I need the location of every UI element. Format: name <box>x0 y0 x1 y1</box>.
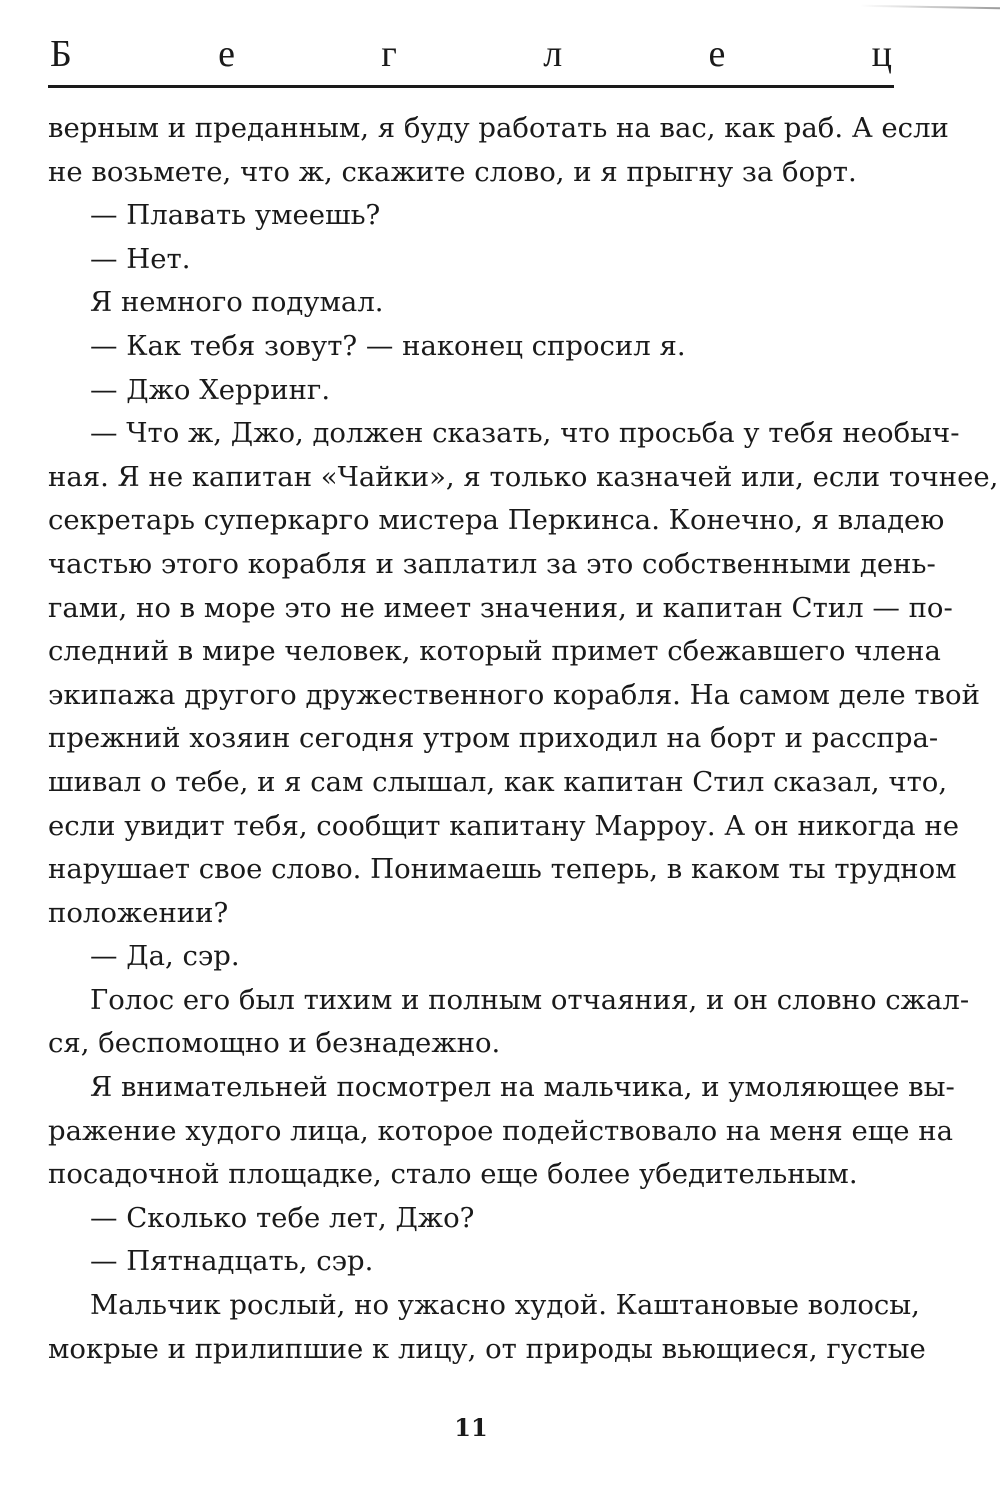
text-line: — Нет. <box>90 242 191 275</box>
running-head-letter: е <box>218 33 235 75</box>
text-line: ся, беспомощно и безнадежно. <box>48 1027 501 1060</box>
text-line: — Сколько тебе лет, Джо? <box>90 1201 475 1234</box>
text-line: если увидит тебя, сообщит капитану Марроу. А он никогда не <box>48 809 959 842</box>
text-line: экипажа другого дружественного корабля. На самом деле твой <box>48 678 980 711</box>
text-line: — Что ж, Джо, должен сказать, что просьба у тебя необыч- <box>90 417 960 450</box>
text-line: Я внимательней посмотрел на мальчика, и умоляющее вы- <box>90 1071 955 1104</box>
text-line: Голос его был тихим и полным отчаяния, и он словно сжал- <box>90 983 970 1016</box>
text-line: — Джо Херринг. <box>90 373 331 406</box>
running-head <box>50 26 892 82</box>
page-number: 11 <box>454 1413 488 1442</box>
header-rule <box>48 85 894 88</box>
text-line: Я немного подумал. <box>90 286 384 319</box>
text-line: нарушает свое слово. Понимаешь теперь, в каком ты трудном <box>48 853 957 886</box>
text-line: — Как тебя зовут? — наконец спросил я. <box>90 329 686 362</box>
text-line: мокрые и прилипшие к лицу, от природы вьющиеся, густые <box>48 1332 926 1365</box>
text-line: верным и преданным, я буду работать на вас, как раб. А если <box>48 112 949 144</box>
text-line: ражение худого лица, которое подействовало на меня еще на <box>48 1114 954 1147</box>
running-head-letter: л <box>543 33 563 75</box>
running-head-letter: г <box>381 33 397 75</box>
text-line: ная. Я не капитан «Чайки», я только казначей или, если точнее, <box>48 460 999 493</box>
body-text <box>48 107 999 1371</box>
text-line: частью этого корабля и заплатил за это собственными день- <box>48 547 936 580</box>
running-head-letter: Б <box>50 33 72 75</box>
text-line: не возьмете, что ж, скажите слово, и я прыгну за борт. <box>48 155 857 188</box>
text-line: положении? <box>48 896 229 929</box>
text-line: — Да, сэр. <box>90 940 240 973</box>
running-head-letter: ц <box>871 33 892 75</box>
text-line: — Пятнадцать, сэр. <box>90 1245 374 1278</box>
text-line: — Плавать умеешь? <box>90 199 381 232</box>
text-line: прежний хозяин сегодня утром приходил на борт и расспра- <box>48 722 939 755</box>
running-head-letter: е <box>708 33 726 75</box>
text-line: следний в мире человек, который примет сбежавшего члена <box>48 635 941 668</box>
text-line: гами, но в море это не имеет значения, и капитан Стил — по- <box>48 591 953 624</box>
text-line: секретарь суперкарго мистера Перкинса. Конечно, я владею <box>48 504 945 537</box>
text-line: Мальчик рослый, но ужасно худой. Каштановые волосы, <box>90 1289 920 1322</box>
text-line: посадочной площадке, стало еще более убедительным. <box>48 1158 858 1191</box>
scan-edge-artifact <box>860 5 1000 9</box>
text-line: шивал о тебе, и я сам слышал, как капитан Стил сказал, что, <box>48 765 948 798</box>
